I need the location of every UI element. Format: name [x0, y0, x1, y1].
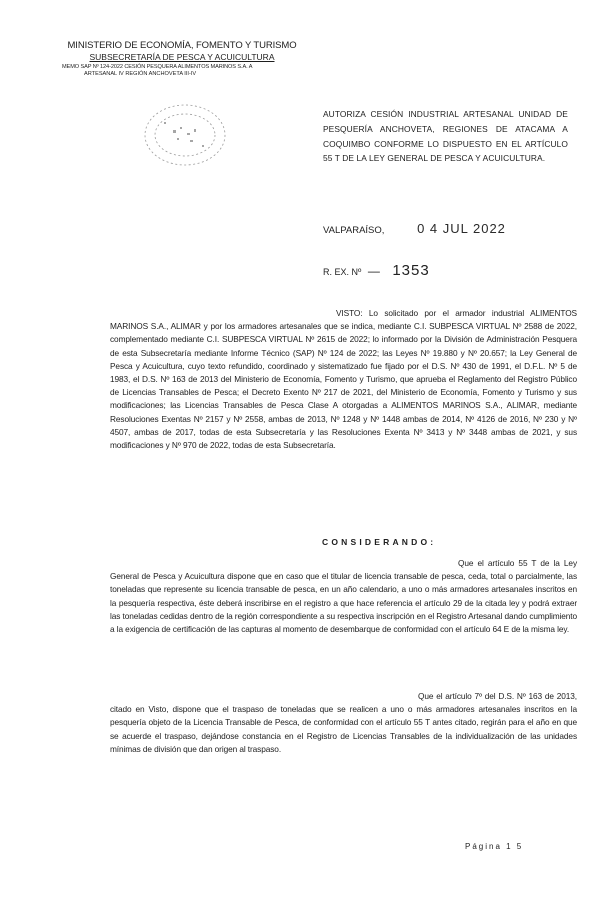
resolution-dash: — [367, 264, 380, 278]
visto-text: Lo solicitado por el armador industrial ALIMENTOS MARINOS S.A., ALIMAR y por los armadores artesanales que se indica, mediante C.I. SUBPESCA VIRTUAL Nº 2588 de 2022, complementado mediante C.I. SUBPESCA VIRTUAL Nº 2615 de 2022; lo informado por la División de Administración Pesquera de esta Subsecretaría mediante Informe Técnico (SAP) Nº 124 de 2022; las Leyes Nº 19.880 y Nº 20.657; la Ley General de Pesca y Acuicultura, cuyo texto refundido, coordinado y sistematizado fue fijado por el D.S. Nº 430 de 1991, el D.F.L. Nº 5 de 1983, el D.S. Nº 163 de 2013 del Ministerio de Economía, Fomento y Turismo, que aprueba el Reglamento del Registro Público de Licencias Transables de Pesca; el Decreto Exento Nº 217 de 2021, del Ministerio de Economía, Fomento y Turismo y sus modificaciones; las Licencias Transables de Pesca Clase A otorgadas a ALIMENTOS MARINOS S.A., ALIMAR, mediante Resoluciones Exentas Nº 2157 y Nº 2558, ambas de 2013, Nº 1248 y Nº 1448 ambas de 2014, Nº 4126 de 2016, Nº 230 y Nº 4507, ambas de 2017, todas de esta Subsecretaría y las Resoluciones Exenta Nº 3413 y Nº 3448 ambas de 2021, y sus modificaciones y Nº 970 de 2022, todas de esta Subsecretaría. [110, 308, 577, 451]
resolution-number-line [323, 262, 430, 279]
date-place: VALPARAÍSO, [323, 225, 385, 236]
visto-paragraph [110, 307, 577, 452]
subsecretariat-name: SUBSECRETARÍA DE PESCA Y ACUICULTURA [89, 52, 275, 62]
considerando-text: Que el artículo 7º del D.S. Nº 163 de 2013, citado en Visto, dispone que el traspaso de toneladas que se realicen a uno o más armadores artesanales inscritos en la pesquería objeto de la Licencia Transable de Pesca, de conformidad con el artículo 55 T antes citado, regirán para el año en que se acuerde el traspaso, dejándose constancia en el Registro de Licencias Transables de la individualización de las unidades mínimas de división que dan origen al traspaso. [110, 691, 577, 754]
page-number: Página 1 5 [465, 842, 524, 851]
considerando-text: Que el artículo 55 T de la Ley General de Pesca y Acuicultura dispone que en caso que el titular de licencia transable de pesca, ceda, total o parcialmente, las toneladas que represente su licencia transable de pesca, en un año calendario, a uno o más armadores artesanales inscritos en la pesquería respectiva, éste deberá inscribirse en el registro a que hace referencia el artículo 29 de la citada ley y podrá extraer las toneladas cedidas dentro de la región correspondiente a su respectiva inscripción en el Registro Artesanal dando cumplimiento a la exigencia de certificación de las capturas al momento de desembarque de conformidad con el artículo 64 E de la misma ley. [110, 558, 577, 635]
official-seal-icon [140, 100, 230, 170]
visto-label: VISTO: [336, 308, 363, 318]
letterhead [62, 40, 302, 77]
resolution-number: 1353 [392, 262, 430, 279]
ministry-name: MINISTERIO DE ECONOMÍA, FOMENTO Y TURISMO [67, 40, 297, 51]
resolution-subject: AUTORIZA CESIÓN INDUSTRIAL ARTESANAL UNIDAD DE PESQUERÍA ANCHOVETA, REGIONES DE ATACAMA A COQUIMBO CONFORME LO DISPUESTO EN EL ARTÍCULO 55 T DE LA LEY GENERAL DE PESCA Y ACUICULTURA. [323, 109, 568, 164]
memo-reference: MEMO SAP Nº 124-2022 CESIÓN PESQUERA ALIMENTOS MARINOS S.A. A [62, 64, 253, 70]
considerando-paragraph [110, 690, 577, 756]
considerando-heading: CONSIDERANDO: [322, 537, 437, 547]
memo-reference-cont: ARTESANAL IV REGIÓN ANCHOVETA III-IV [84, 71, 197, 77]
date-stamp: 0 4 JUL 2022 [417, 221, 506, 236]
date-line [323, 221, 506, 236]
considerando-paragraph [110, 557, 577, 636]
resolution-label: R. EX. Nº [323, 267, 362, 277]
